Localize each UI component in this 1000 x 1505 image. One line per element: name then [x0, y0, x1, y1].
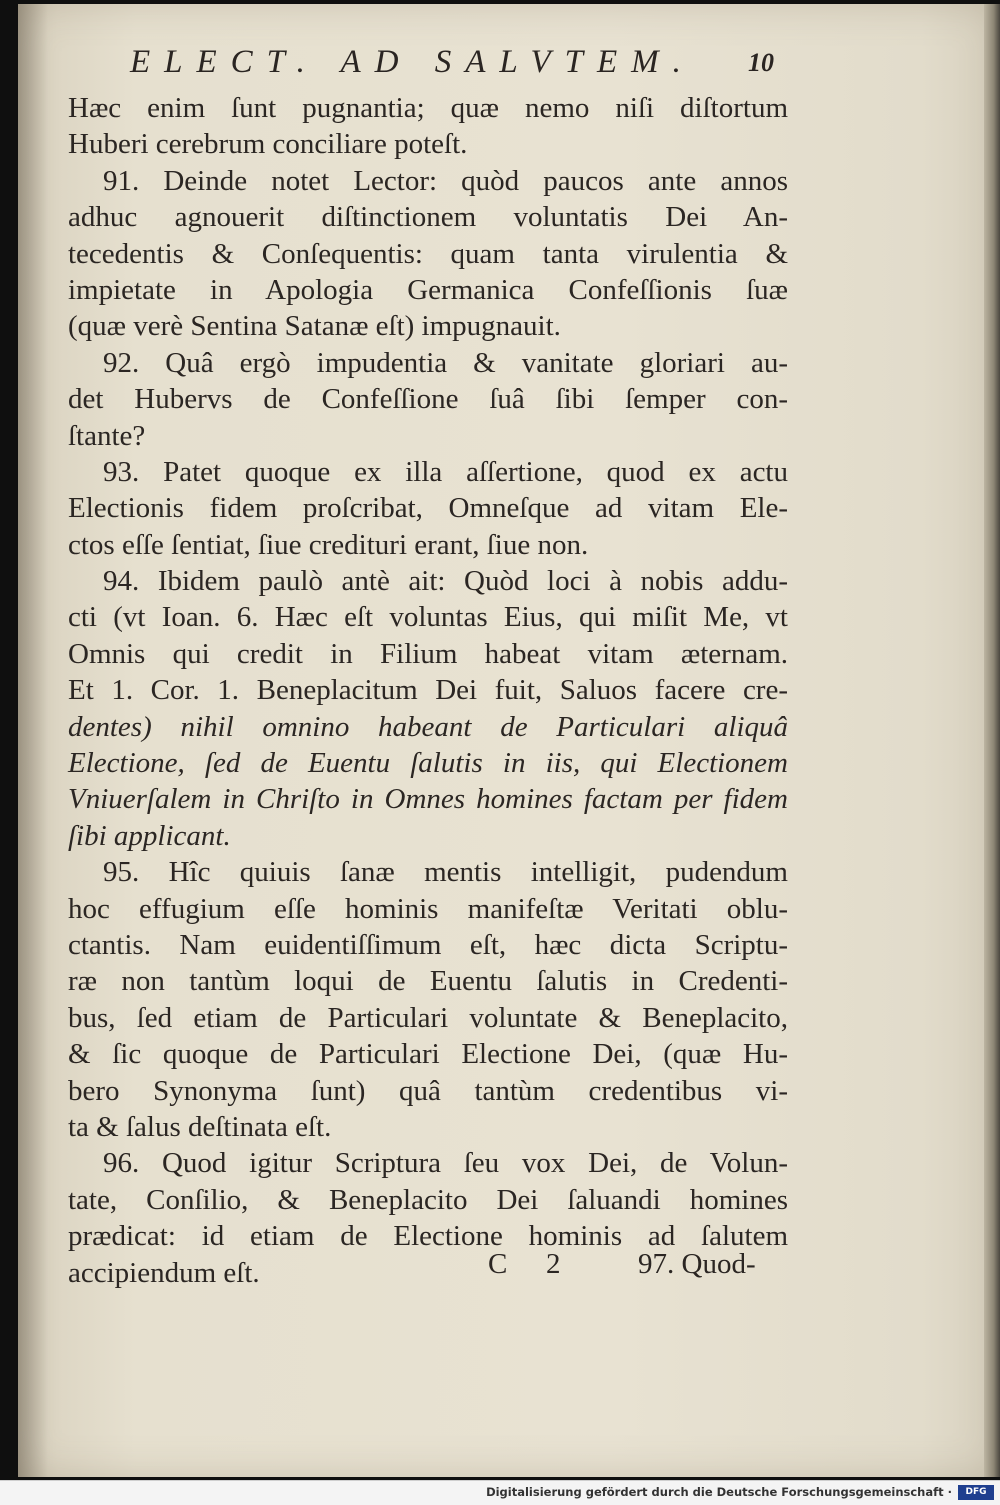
text-line: 92. Quâ ergò impudentia & vanitate gloriari au- — [103, 346, 788, 379]
text-line: 96. Quod igitur Scriptura ſeu vox Dei, de Volun- — [103, 1147, 788, 1180]
text-line: & ſic quoque de Particulari Electione Dei, (quæ Hu- — [68, 1038, 788, 1071]
text-line: Electionis fidem proſcribat, Omneſque ad vitam Ele- — [68, 492, 788, 525]
body-text — [68, 90, 788, 1291]
text-line: 95. Hîc quiuis ſanæ mentis intelligit, pudendum — [103, 856, 788, 889]
text-line: Vniuerſalem in Chriſto in Omnes homines factam per fidem — [68, 783, 788, 816]
credit-text: Digitalisierung gefördert durch die Deutsche Forschungsgemeinschaft · — [486, 1485, 952, 1499]
signature-number: 2 — [546, 1248, 561, 1280]
text-line: Et 1. Cor. 1. Beneplacitum Dei fuit, Saluos facere cre- — [68, 674, 788, 707]
text-line: (quæ verè Sentina Satanæ eſt) impugnauit. — [68, 310, 561, 343]
text-line: 91. Deinde notet Lector: quòd paucos ante annos — [103, 164, 788, 197]
text-line: 94. Ibidem paulò antè ait: Quòd loci à nobis addu- — [103, 565, 788, 598]
text-line: impietate in Apologia Germanica Confeſſionis ſuæ — [68, 273, 788, 306]
text-line: tate, Conſilio, & Beneplacito Dei ſaluandi homines — [68, 1183, 788, 1216]
credit-bar — [0, 1480, 1000, 1505]
page-number: 10 — [748, 48, 774, 77]
text-line: adhuc agnouerit diſtinctionem voluntatis Dei An- — [68, 201, 788, 234]
text-line: bero Synonyma ſunt) quâ tantùm credentibus vi- — [68, 1074, 788, 1107]
text-line: ctantis. Nam euidentiſſimum eſt, hæc dicta Scriptu- — [68, 928, 788, 961]
text-line: ſtante? — [68, 419, 146, 452]
text-line: Electione, ſed de Euentu ſalutis in iis, qui Electionem — [68, 747, 788, 780]
text-line: cti (vt Ioan. 6. Hæc eſt voluntas Eius, qui miſit Me, vt — [68, 601, 788, 634]
signature-letter: C — [488, 1248, 508, 1280]
text-line: det Hubervs de Confeſſione ſuâ ſibi ſemper con- — [68, 383, 788, 416]
text-line: ſibi applicant. — [68, 819, 231, 852]
text-line: hoc effugium eſſe hominis manifeſtæ Veritati oblu- — [68, 892, 788, 925]
dfg-logo-icon: DFG — [958, 1485, 994, 1500]
text-line: bus, ſed etiam de Particulari voluntate & Beneplacito, — [68, 1001, 788, 1034]
text-line: ta & ſalus deſtinata eſt. — [68, 1110, 332, 1143]
text-line: prædicat: id etiam de Electione hominis ad ſalutem — [68, 1220, 788, 1253]
text-line: Huberi cerebrum conciliare poteſt. — [68, 128, 468, 161]
page-edge — [984, 4, 1000, 1477]
text-line: accipiendum eſt. — [68, 1256, 260, 1289]
catchword: 97. Quod- — [638, 1248, 756, 1280]
text-line: ctos eſſe ſentiat, ſiue credituri erant, ſiue non. — [68, 528, 589, 561]
text-line: ræ non tantùm loqui de Euentu ſalutis in Credenti- — [68, 965, 788, 998]
text-line: dentes) nihil omnino habeant de Particulari aliquâ — [68, 710, 788, 743]
text-line: Omnis qui credit in Filium habeat vitam æternam. — [68, 637, 788, 670]
text-line: tecedentis & Conſequentis: quam tanta virulentia & — [68, 237, 788, 270]
page-footer — [68, 1248, 788, 1288]
text-line: Hæc enim ſunt pugnantia; quæ nemo niſi diſtortum — [68, 92, 788, 124]
running-title: ELECT. AD SALVTEM. — [130, 44, 695, 80]
text-line: 93. Patet quoque ex illa aſſertione, quod ex actu — [103, 455, 788, 488]
